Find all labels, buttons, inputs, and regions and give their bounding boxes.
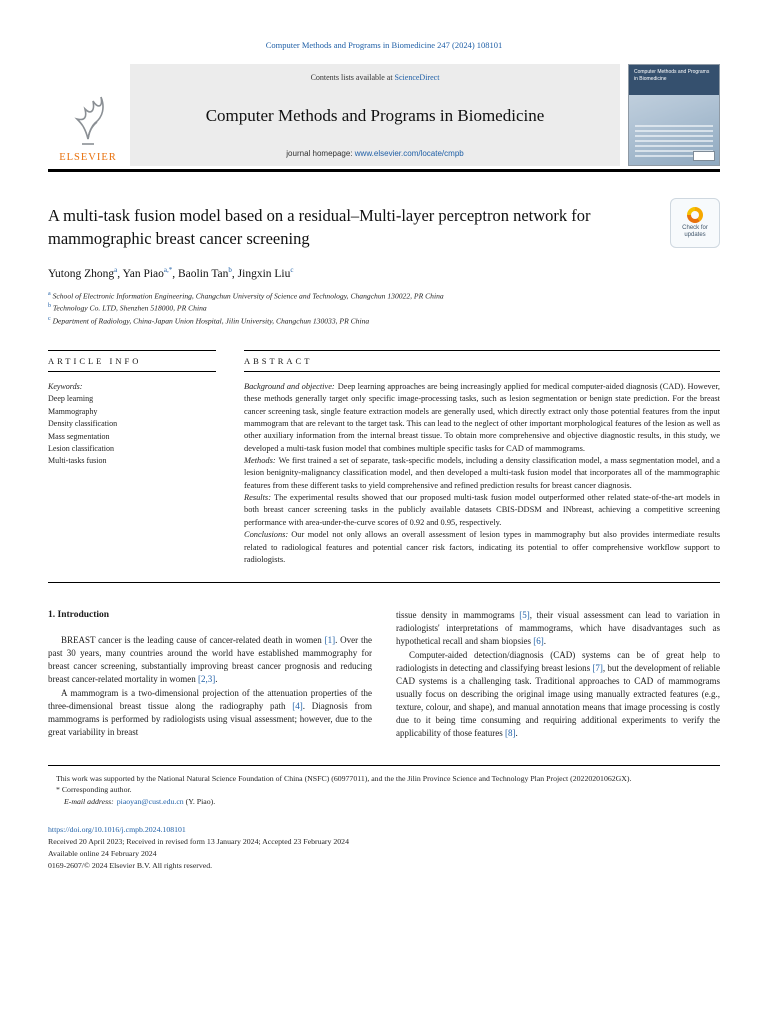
check-for-updates-badge[interactable] — [670, 198, 720, 248]
abstract-section-body: We first trained a set of separate, task-specific models, including a density classification model, a mass segmentation model, and a lesion benignity-malignancy classification model, and then developed a multi-task fusion model that incorporates all of the mammographic features from these different tasks to yield comprehensive and refined prediction results for breast cancer diagnosis. — [244, 456, 720, 490]
contents-line — [311, 73, 440, 82]
body-right-column — [396, 609, 720, 741]
corresponding-author-note: * Corresponding author. — [56, 785, 132, 795]
funding-note: This work was supported by the National Natural Science Foundation of China (NSFC) (60977011), and the the Jilin Province Science and Technology Plan Project (20220201062GX). — [56, 773, 632, 783]
author-affiliation-sup[interactable]: c — [290, 265, 294, 274]
journal-citation-link[interactable]: Computer Methods and Programs in Biomedicine 247 (2024) 108101 — [265, 40, 503, 50]
abstract-section-body: Deep learning approaches are being increasingly applied for medical computer-aided diagnosis (CAD). However, these methods generally target only specific image-processing tasks, such as lesion segmentation or benign state prediction. For the breast cancer screening task, single feature extraction models are generally used, which directly extract only those potential features from the input mammogram that are relevant to the target task. This can lead to the neglect of other important morphological features of the lesion as well as other auxiliary information from the internal breast tissue. To obtain more comprehensive and objective diagnostic results, in this study, we developed a multi-task fusion model that combines multiple specific tasks for CAD of mammograms. — [244, 382, 720, 453]
abstract-section — [244, 529, 720, 566]
email-label: E-mail address: — [64, 797, 114, 807]
cover-barcode — [693, 151, 715, 161]
section-heading-introduction: 1. Introduction — [48, 610, 110, 621]
author — [122, 265, 178, 280]
abstract-text — [244, 381, 720, 566]
affiliation-text: Department of Radiology, China-Japan Union Hospital, Jilin University, Changchun 130033, PR China — [52, 316, 370, 326]
author-separator: , — [231, 267, 238, 280]
article-title: A multi-task fusion model based on a residual–Multi-layer perceptron network for mammographic breast cancer screening — [48, 205, 591, 248]
author-separator: , — [172, 267, 178, 280]
keyword: Deep learning — [48, 394, 94, 404]
elsevier-tree-icon — [65, 89, 111, 150]
article-info-column — [48, 350, 216, 567]
affiliation — [48, 302, 720, 315]
authors-line — [48, 266, 720, 280]
affiliation-sup: a — [48, 290, 51, 297]
publisher-header — [48, 64, 720, 166]
affiliation — [48, 290, 720, 303]
article-info-header: ARTICLE INFO — [48, 350, 216, 371]
homepage-line — [286, 149, 463, 158]
abstract-column — [244, 350, 720, 567]
cover-caption: Computer Methods and Programs in Biomedicine — [634, 69, 710, 82]
journal-title: Computer Methods and Programs in Biomedicine — [205, 105, 545, 125]
abstract-section — [244, 492, 720, 529]
doi-link[interactable]: https://doi.org/10.1016/j.cmpb.2024.108101 — [48, 824, 186, 834]
abstract-section — [244, 381, 720, 455]
available-online: Available online 24 February 2024 — [48, 848, 157, 858]
email-suffix: (Y. Piao). — [183, 797, 216, 807]
citation-link[interactable]: [7] — [592, 663, 603, 673]
body-paragraph: tissue density in mammograms [5], their visual assessment can lead to variation in radiologists' interpretations of mammograms, which have disadvantages such as hypothetical recall and sham biopsies [6]. — [396, 610, 720, 647]
affiliations — [48, 290, 720, 328]
keyword: Lesion classification — [48, 443, 114, 453]
body-columns — [48, 609, 720, 741]
abstract-header: ABSTRACT — [244, 350, 720, 371]
abstract-section-label: Results: — [244, 493, 271, 503]
abstract-section-label: Conclusions: — [244, 530, 289, 540]
citation-link[interactable]: [1] — [324, 634, 336, 645]
article-info-abstract-section — [48, 350, 720, 584]
keyword: Mammography — [48, 406, 98, 416]
abstract-section-body: Our model not only allows an overall assessment of lesion types in mammography but also provides intermediate results related to radiological features and potential cancer risk factors, indicating its potential to offer comprehensive workflow support to radiologists. — [244, 530, 720, 564]
author-affiliation-sup[interactable]: a,* — [163, 265, 173, 274]
contents-prefix: Contents lists available at — [310, 73, 395, 82]
check-badge-line2: updates — [684, 231, 706, 238]
abstract-section — [244, 455, 720, 492]
elsevier-logo — [48, 64, 128, 166]
citation-link[interactable]: [5] — [519, 610, 530, 621]
body-paragraph: BREAST cancer is the leading cause of cancer-related death in women [1]. Over the past 30 years, many countries around the world have established mammography for breast cancer screening, substantially improving breast cancer prognosis and reducing breast cancer-related mortality in women [2,3]. — [48, 634, 372, 684]
footnotes — [48, 765, 720, 808]
citation-link[interactable]: [6] — [533, 636, 544, 647]
author-name: Jingxin Liu — [237, 267, 291, 280]
affiliation-sup: b — [48, 303, 51, 310]
affiliation-sup: c — [48, 315, 51, 322]
email-line — [48, 796, 720, 808]
bottom-block — [48, 824, 720, 872]
check-badge-line1: Check for — [682, 224, 708, 231]
keywords-label: Keywords: — [48, 382, 83, 392]
body-left-column — [48, 609, 372, 741]
body-paragraph: Computer-aided detection/diagnosis (CAD) systems can be of great help to radiologists in detecting and classifying breast lesions [7], but the development of reliable CAD systems is a challenging task. Traditional approaches to CAD of mammograms usually focus on describing the original image using manually extracted features (e.g., texture, colour, and shape), and manual annotation means that image processing is costly due to it being time consuming and requiring additional experiments to verify the applicability of those features [8]. — [396, 650, 720, 738]
abstract-header-rule — [244, 371, 720, 373]
author-separator: , — [117, 267, 123, 280]
title-row — [48, 204, 720, 250]
abstract-section-body: The experimental results showed that our proposed multi-task fusion model outperformed other related state-of-the-art models in both breast cancer screening tasks in the publicly available datasets CBIS-DDSM and INbreast, achieving a competitive screening performance with area-under-the-curve scores of 0.92 and 0.95, respectively. — [244, 493, 720, 527]
keyword: Mass segmentation — [48, 431, 110, 441]
journal-masthead — [130, 64, 620, 166]
author-affiliation-sup[interactable]: b — [228, 265, 232, 274]
received-dates: Received 20 April 2023; Received in revised form 13 January 2024; Accepted 23 February 2024 — [48, 836, 349, 846]
abstract-section-label: Background and objective: — [244, 382, 335, 392]
affiliation — [48, 315, 720, 328]
citation-link[interactable]: [2,3] — [198, 673, 216, 684]
keywords-block — [48, 381, 216, 468]
check-badge-label — [682, 225, 708, 239]
crossmark-icon — [687, 207, 703, 223]
header-rule — [48, 169, 720, 172]
author — [178, 265, 238, 280]
elsevier-wordmark: ELSEVIER — [59, 152, 117, 163]
affiliation-text: School of Electronic Information Engineering, Changchun University of Science and Technology, Changchun 130022, PR China — [52, 291, 444, 301]
body-paragraph: A mammogram is a two-dimensional projection of the attenuation properties of the three-dimensional breast tissue along the radiography path [4]. Diagnosis from mammograms is performed by radiologists using visual assessment; however, due to the great variability in breast — [48, 687, 373, 737]
author-name: Yutong Zhong — [48, 267, 115, 280]
journal-homepage-link[interactable]: www.elsevier.com/locate/cmpb — [354, 149, 464, 158]
copyright-line: 0169-2607/© 2024 Elsevier B.V. All rights reserved. — [48, 861, 213, 871]
citation-link[interactable]: [4] — [292, 700, 303, 711]
article-info-header-rule — [48, 371, 216, 373]
author-name: Baolin Tan — [178, 267, 229, 280]
keyword: Density classification — [48, 419, 118, 429]
sciencedirect-link[interactable]: ScienceDirect — [394, 73, 440, 82]
affiliation-text: Technology Co. LTD, Shenzhen 518000, PR China — [52, 303, 207, 313]
abstract-section-label: Methods: — [244, 456, 276, 466]
citation-link[interactable]: [8] — [504, 727, 516, 738]
author-name: Yan Piao — [122, 267, 164, 280]
homepage-prefix: journal homepage: — [286, 149, 355, 158]
author-affiliation-sup[interactable]: a — [114, 265, 118, 274]
keyword: Multi-tasks fusion — [48, 456, 107, 466]
author — [48, 265, 123, 280]
journal-cover-thumbnail — [628, 64, 720, 166]
author — [237, 265, 294, 280]
email-link[interactable]: piaoyan@cust.edu.cn — [116, 797, 184, 807]
